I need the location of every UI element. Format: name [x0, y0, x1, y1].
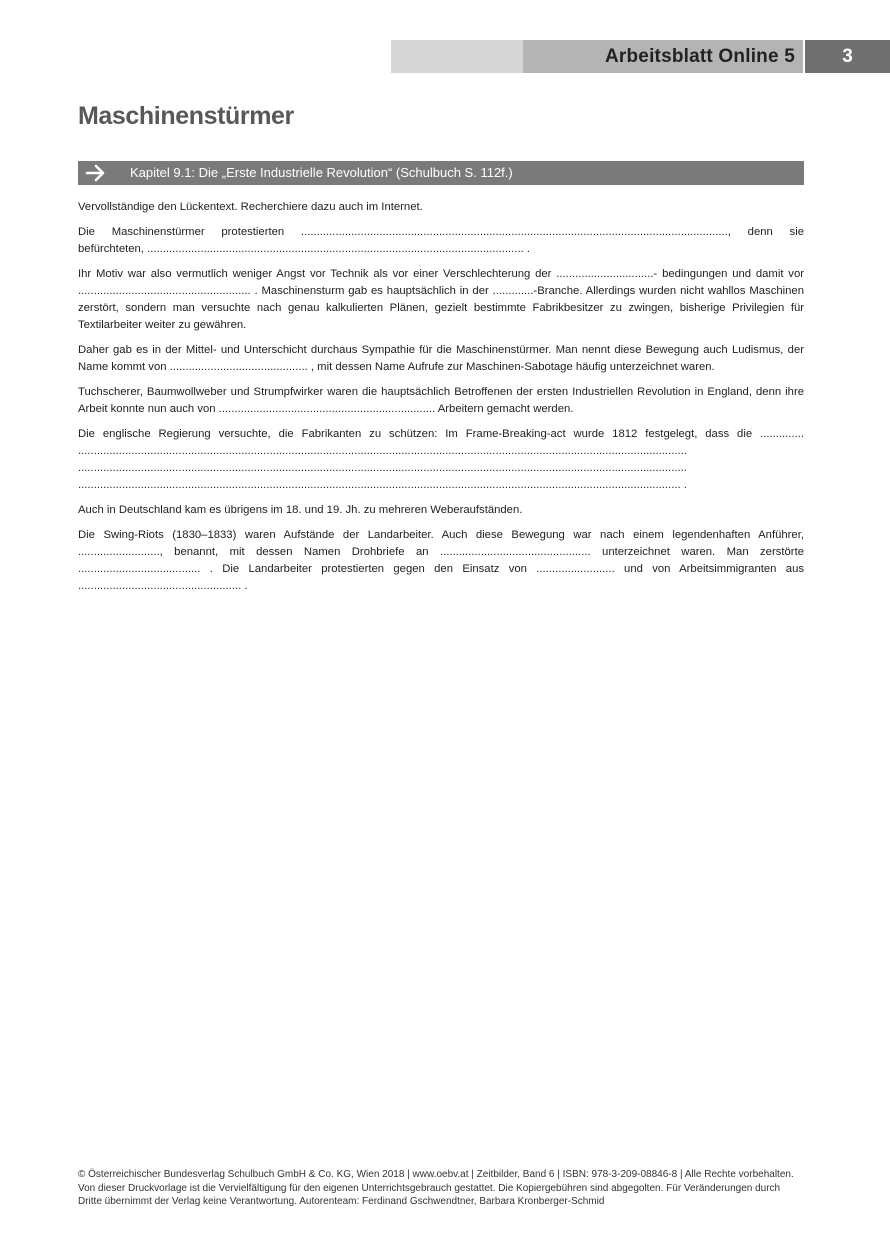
instruction-text: Vervollständige den Lückentext. Recherchiere dazu auch im Internet. [78, 201, 423, 213]
worksheet-body [78, 199, 804, 603]
page-title: Maschinenstürmer [78, 102, 294, 130]
cloze-paragraph-7: Die Swing-Riots (1830–1833) waren Aufstände der Landarbeiter. Auch diese Bewegung war nach einem legendenhaften Anführer, .........................., benannt, mit dessen Namen Drohbriefe an ................................................ unterzeichnet waren. Man zerstörte ....................................... . Die Landarbeiter protestierten gegen den Einsatz von ......................... und von Arbeitsimmigranten aus .................................................... . [78, 529, 804, 592]
cloze-paragraph-5: Die englische Regierung versuchte, die Fabrikanten zu schützen: Im Frame-Breaking-act wurde 1812 festgelegt, dass die .............. .................................................................................................................................................................................................. .................................................................................................................................................................................................. ................................................................................................................................................................................................ . [78, 428, 804, 491]
copyright-footer: © Österreichischer Bundesverlag Schulbuch GmbH & Co. KG, Wien 2018 | www.oebv.at | Zeitbilder, Band 6 | ISBN: 978-3-209-08846-8 | Alle Rechte vorbehalten. Von dieser Druckvorlage ist die Vervielfältigung für den eigenen Unterrichtsgebrauch gestattet. Die Kopiergebühren sind abgegolten. Für Veränderungen durch Dritte übernimmt der Verlag keine Verantwortung. Autorenteam: Ferdinand Gschwendtner, Barbara Kronberger-Schmid [78, 1169, 794, 1207]
worksheet-title: Arbeitsblatt Online 5 [604, 46, 795, 67]
chapter-heading: Kapitel 9.1: Die „Erste Industrielle Revolution“ (Schulbuch S. 112f.) [130, 165, 513, 180]
arrow-right-icon [84, 161, 108, 185]
cloze-paragraph-6: Auch in Deutschland kam es übrigens im 18. und 19. Jh. zu mehreren Weberaufständen. [78, 504, 523, 516]
cloze-paragraph-4: Tuchscherer, Baumwollweber und Strumpfwirker waren die hauptsächlich Betroffenen der ersten Industriellen Revolution in England, denn ihre Arbeit konnte nun auch von ..................................................................... Arbeitern gemacht werden. [78, 386, 804, 415]
page-number: 3 [805, 40, 890, 73]
cloze-paragraph-1: Die Maschinenstürmer protestierten ........................................................................................................................................, denn sie befürchteten, ........................................................................................................................ . [78, 226, 804, 255]
cloze-paragraph-3: Daher gab es in der Mittel- und Unterschicht durchaus Sympathie für die Maschinenstürmer. Man nennt diese Bewegung auch Ludismus, der Name kommt von ............................................ , mit dessen Name Aufrufe zur Maschinen-Sabotage häufig unterzeichnet waren. [78, 344, 804, 373]
header-band-light [391, 40, 523, 73]
chapter-bar [78, 161, 804, 185]
cloze-paragraph-2: Ihr Motiv war also vermutlich weniger Angst vor Technik als vor einer Verschlechterung der ...............................- bedingungen und damit vor ....................................................... . Maschinensturm gab es hauptsächlich in der .............-Branche. Allerdings wurden nicht wahllos Maschinen zerstört, sondern man versuchte nach genau kalkulierten Plänen, gezielt bestimmte Fabrikbesitzer zu zwingen, bisherige Privilegien für Textilarbeiter weiter zu gewähren. [78, 268, 804, 331]
